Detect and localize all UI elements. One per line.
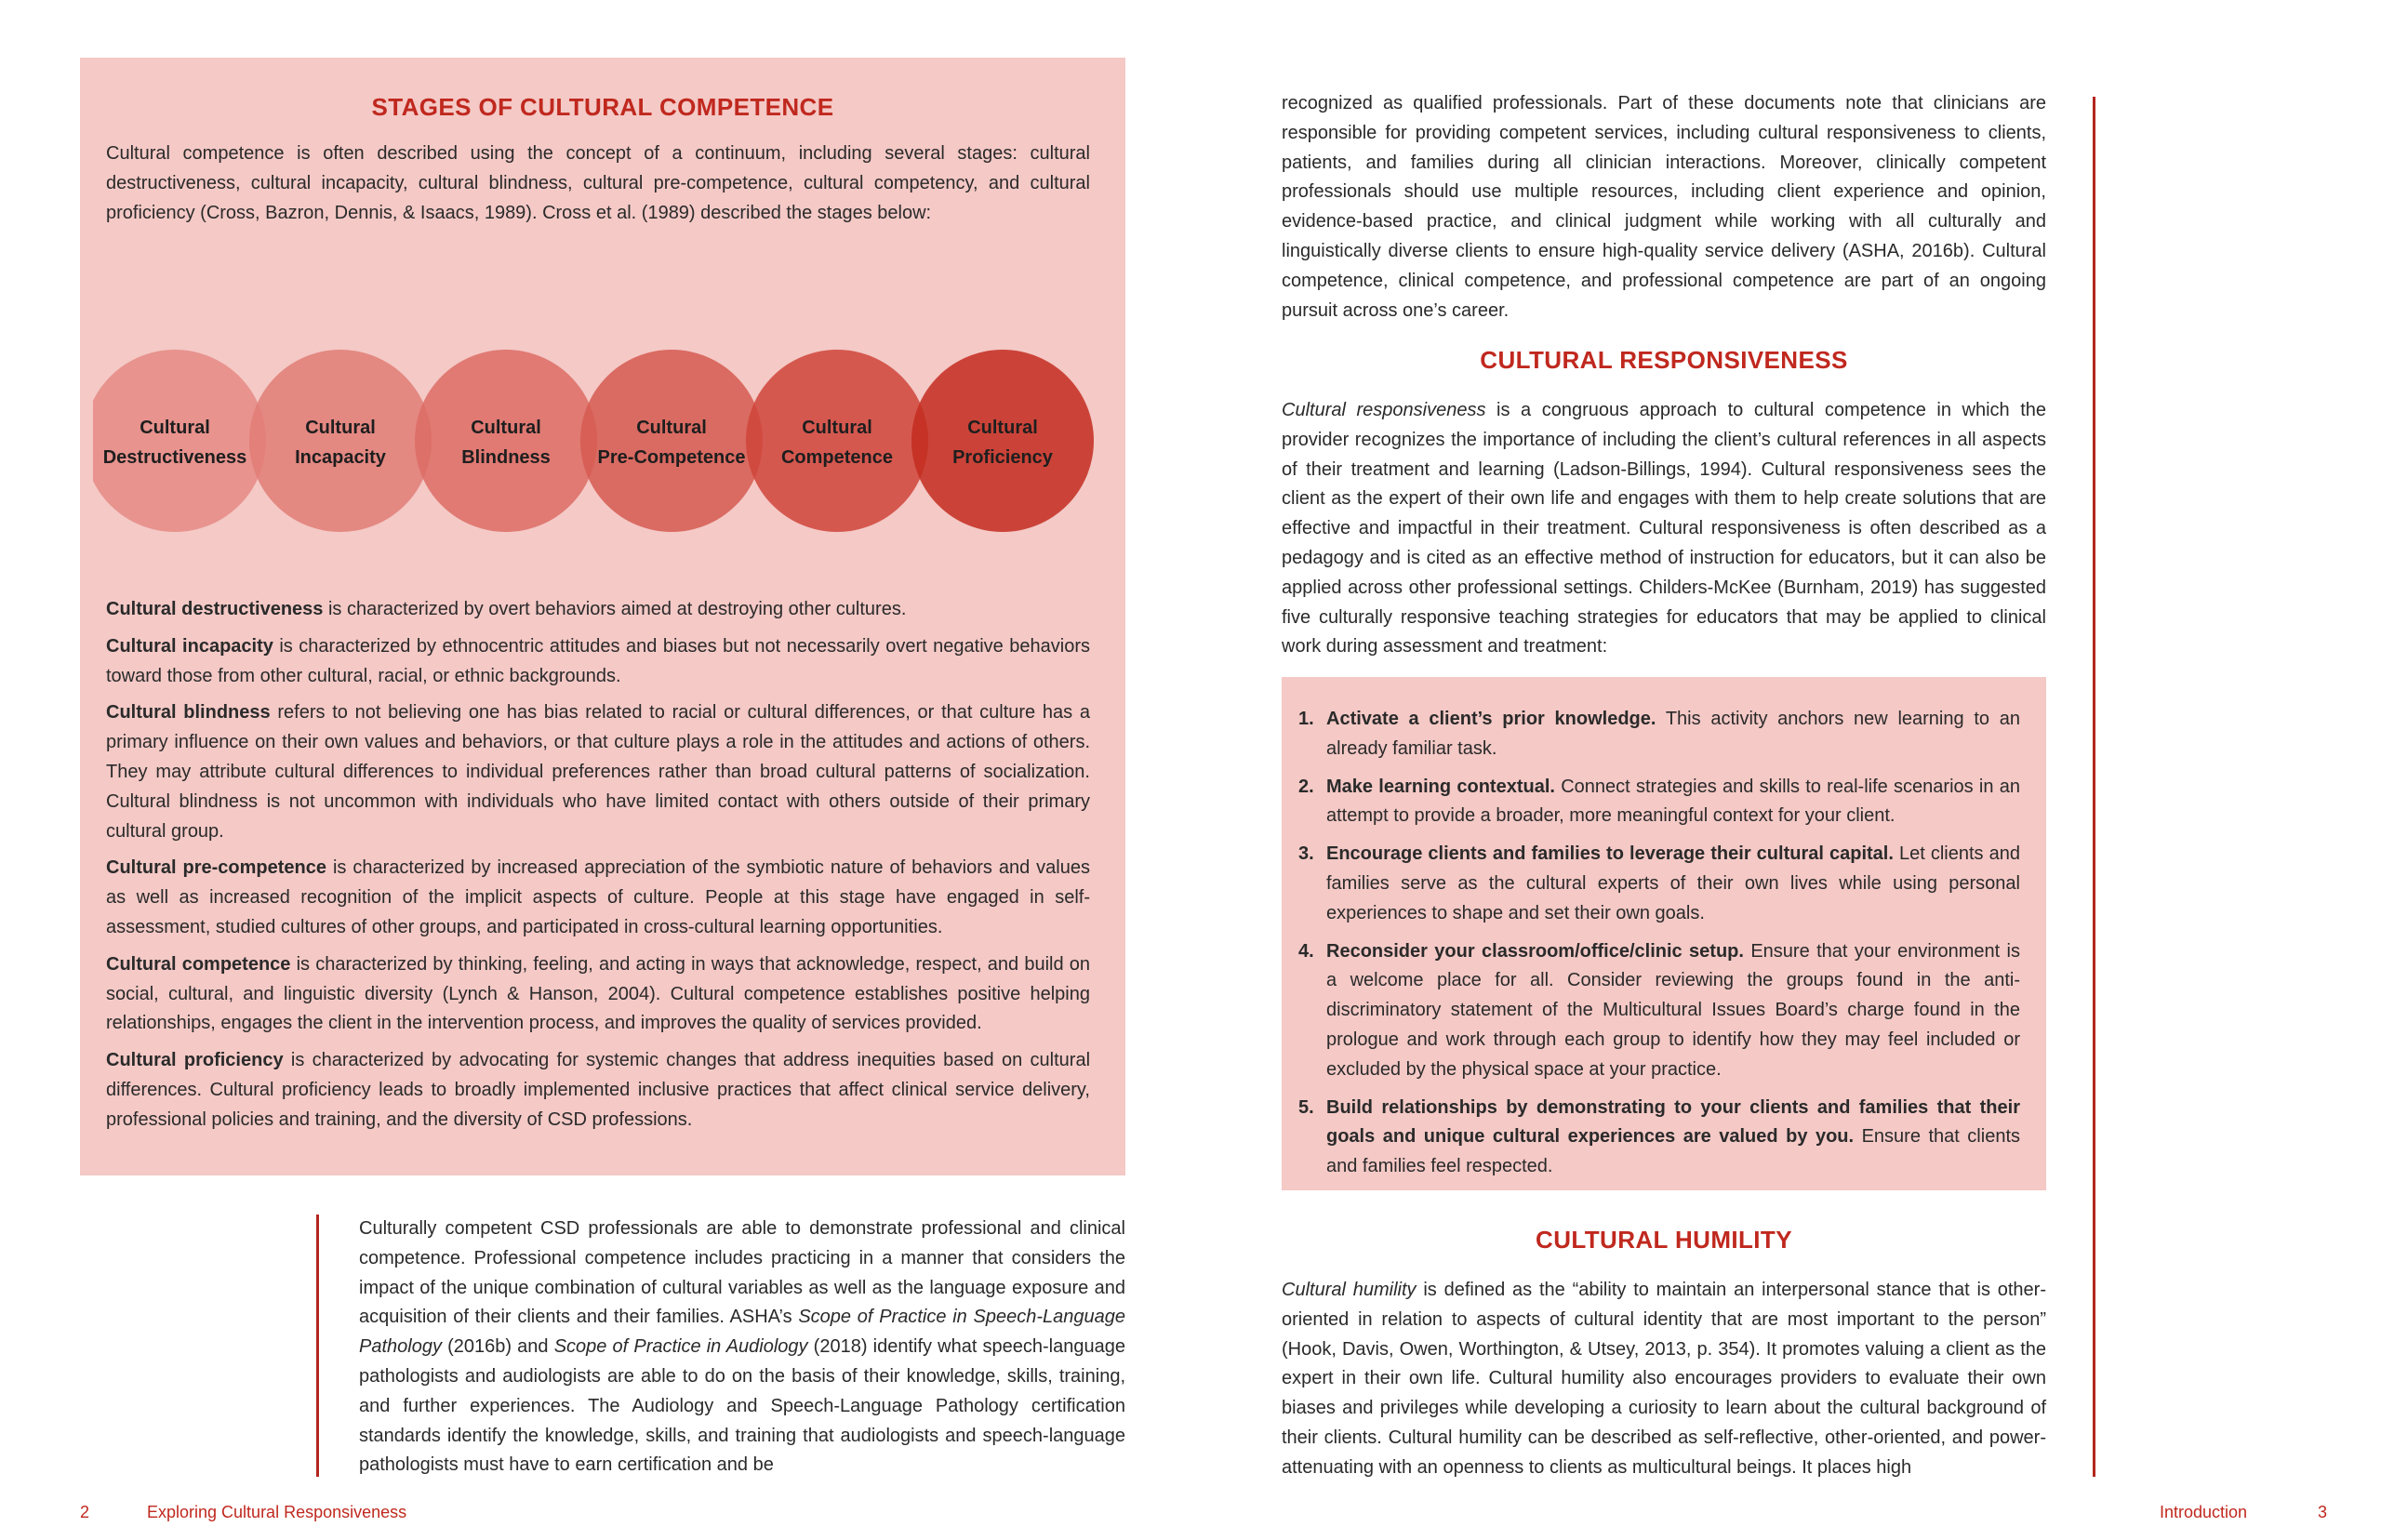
responsiveness-heading: CULTURAL RESPONSIVENESS [1480,346,1848,374]
definition-blindness: Cultural blindness refers to not believing one has bias related to racial or cultural differences, or that culture has a primary influence on their own values and behaviors, or that culture plays a role in the attitudes and actions of others. They may attribute cultural differences to individual preferences rather than broad cultural patterns of socialization. Cultural blindness is not uncommon with individuals who have limited contact with others outside of their primary cultural group. [106,702,1090,842]
definition-pre-competence: Cultural pre-competence is characterized by increased appreciation of the symbiotic nature of behaviors and values as well as increased recognition of the implicit aspects of culture. People at this stage have engaged in self-assessment, studied cultures of other groups, and participated in cross-cultural learning opportunities. [106,857,1090,937]
stages-heading: STAGES OF CULTURAL COMPETENCE [371,93,834,121]
stage-label: Cultural Blindness [461,418,551,468]
definition-proficiency: Cultural proficiency is characterized by advocating for systemic changes that address inequities based on cultural differences. Cultural proficiency leads to broadly implemented inclusive practices that affect clinical service delivery, professional policies and training, and the diversity of CSD professions. [106,1050,1091,1130]
stage-circle [415,350,597,532]
left-page [0,0,1190,1540]
humility-heading: CULTURAL HUMILITY [1536,1226,1792,1254]
stage-definitions [106,595,1090,1143]
stage-label: Cultural Competence [780,418,894,468]
competence-paragraph: Culturally competent CSD professionals are able to demonstrate professional and clinical competence. Professional competence includes practicing in a manner that considers the impact of the unique combination of cultural variables as well as the language exposure and acquisition of their clients and their families. ASHA’s Scope of Practice in Speech-Language Pathology (2016b) and Scope of Practice in Audiology (2018) identify what speech-language pathologists and audiologists are able to do on the basis of their knowledge, skills, training, and further experiences. The Audiology and Speech-Language Pathology certification standards identify the knowledge, skills, and training that audiologists and speech-language pathologists must have to earn certification and be [359,1218,1126,1476]
stage-circle [93,350,266,532]
humility-paragraph: Cultural humility is defined as the “ability to maintain an interpersonal stance that is other-oriented in relation to aspects of cultural identity that are most important to the person” (Hook, Davis, Owen, Worthington, & Utsey, 2013, p. 354). It promotes valuing a client as the expert in their own life. Cultural humility also encourages providers to evaluate their own biases and privileges while developing a curiosity to learn about the cultural background of their clients. Cultural humility can be described as self-reflective, other-oriented, and power-attenuating with an openness to clients as multicultural beings. It places high [1282,1280,2047,1478]
stage-circle [249,350,432,532]
stage-label: Cultural Proficiency [952,418,1053,468]
stage-label: Cultural Pre-Competence [597,418,746,468]
definition-incapacity: Cultural incapacity is characterized by ethnocentric attitudes and biases but not necessarily overt negative behaviors toward those from other cultural, racial, or ethnic backgrounds. [106,635,1091,686]
footer-book-title: Exploring Cultural Responsiveness [147,1503,407,1521]
stages-box [80,58,1125,1175]
footer-section: Introduction [2160,1503,2248,1521]
column-rule [316,1215,319,1477]
stage-circle [746,350,928,532]
list-item: 1. Activate a client’s prior knowledge. This activity anchors new learning to an already familiar task. [1298,709,2020,759]
strategies-box [1282,677,2046,1190]
stages-intro: Cultural competence is often described using the concept of a continuum, including several stages: cultural destructiveness, cultural incapacity, cultural blindness, cultural pre-competence, cultural competency, and cultural proficiency (Cross, Bazron, Dennis, & Isaacs, 1989). Cross et al. (1989) described the stages below: [106,143,1090,223]
stage-label: Cultural Destructiveness [102,418,247,468]
continuation-paragraph: recognized as qualified professionals. Part of these documents note that clinicians are responsible for providing competent services, including cultural responsiveness to clients, patients, and families during all clinician interactions. Moreover, clinically competent professionals should use multiple resources, including client experience and opinion, evidence-based practice, and clinical judgment while working with all culturally and linguistically diverse clients to ensure high-quality service delivery (ASHA, 2016b). Cultural competence, clinical competence, and professional competence are part of an ongoing pursuit across one’s career. [1282,93,2046,321]
stage-circle [580,350,763,532]
stage-circle [911,350,1094,532]
definition-competence: Cultural competence is characterized by thinking, feeling, and acting in ways that acknowledge, respect, and build on social, cultural, and linguistic diversity (Lynch & Hanson, 2004). Cultural competence establishes positive helping relationships, engages the client in the intervention process, and improves the quality of services provided. [106,953,1090,1034]
stages-diagram [93,301,1116,580]
definition-destructiveness: Cultural destructiveness is characterized by overt behaviors aimed at destroying other cultures. [106,599,907,619]
left-column-text [359,1215,1125,1480]
footer-page-number: 3 [2318,1503,2328,1521]
strategies-list [1298,705,2020,1190]
list-item: 5. Build relationships by demonstrating to your clients and families that their goals and unique cultural experiences are valued by you. Ensure that clients and families feel respected. [1298,1096,2020,1177]
responsiveness-paragraph: Cultural responsiveness is a congruous approach to cultural competence in which the provider recognizes the importance of including the client’s cultural references in all aspects of their treatment and learning (Ladson-Billings, 1994). Cultural responsiveness sees the client as the expert of their own life and engages with them to help create solutions that are effective and impactful in their treatment. Cultural responsiveness is often described as a pedagogy and is cited as an effective method of instruction for educators, but it can also be applied across other professional settings. Childers-McKee (Burnham, 2019) has suggested five culturally responsive teaching strategies for educators that may be applied to clinical work during assessment and treatment: [1282,400,2047,657]
list-item: 2. Make learning contextual. Connect strategies and skills to real-life scenarios in an attempt to provide a broader, more meaningful context for your client. [1298,776,2020,827]
column-rule [2093,97,2095,1477]
footer-page-number: 2 [80,1503,90,1521]
right-page [1190,0,2381,1540]
list-item: 3. Encourage clients and families to leverage their cultural capital. Let clients and families serve as the cultural experts of their own lives while using personal experiences to shape and set their own goals. [1298,843,2020,923]
list-item: 4. Reconsider your classroom/office/clinic setup. Ensure that your environment is a welcome place for all. Consider reviewing the groups found in the anti-discriminatory statement of the Multicultural Issues Board’s charge found in the prologue and work through each group to identify how they may feel included or excluded by the physical space at your practice. [1298,940,2021,1080]
stage-label: Cultural Incapacity [295,418,386,468]
